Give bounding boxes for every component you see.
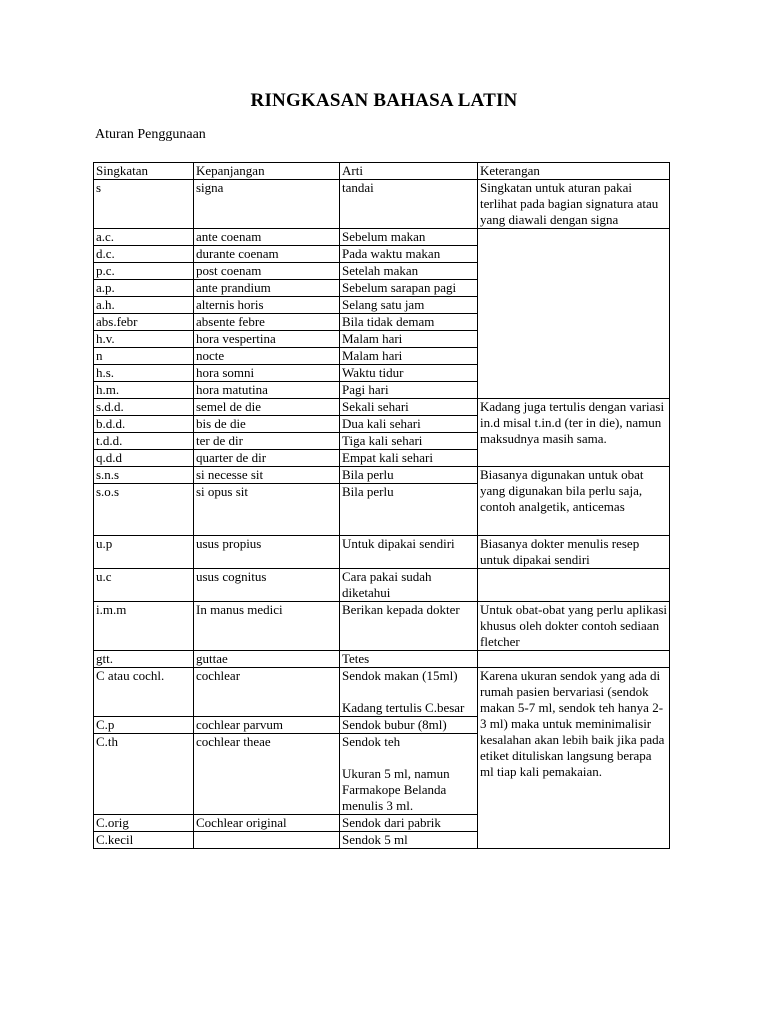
cell-kepanjangan: cochlear parvum [194,717,340,734]
cell-kepanjangan: post coenam [194,263,340,280]
cell-kepanjangan: bis de die [194,416,340,433]
arti-note: Ukuran 5 ml, namun Farmakope Belanda menulis 3 ml. [342,766,450,813]
cell-singkatan: b.d.d. [94,416,194,433]
cell-arti: Sendok 5 ml [340,832,478,849]
cell-arti [340,668,478,717]
table-row [94,569,670,602]
table-row [94,651,670,668]
arti-note: Kadang tertulis C.besar [342,700,465,715]
cell-arti: Untuk dipakai sendiri [340,536,478,569]
cell-kepanjangan: signa [194,180,340,229]
cell-singkatan: i.m.m [94,602,194,651]
cell-kepanjangan: cochlear [194,668,340,717]
header-kepanjangan: Kepanjangan [194,163,340,180]
header-singkatan: Singkatan [94,163,194,180]
arti-text: Sendok makan (15ml) [342,668,458,683]
cell-arti: tandai [340,180,478,229]
cell-singkatan: a.h. [94,297,194,314]
cell-kepanjangan: usus cognitus [194,569,340,602]
cell-singkatan: s.o.s [94,484,194,536]
cell-arti: Malam hari [340,348,478,365]
cell-keterangan-empty [478,651,670,668]
cell-arti: Sebelum sarapan pagi [340,280,478,297]
cell-arti: Sekali sehari [340,399,478,416]
table-header-row [94,163,670,180]
cell-arti: Bila perlu [340,484,478,536]
cell-singkatan: t.d.d. [94,433,194,450]
cell-kepanjangan: usus propius [194,536,340,569]
cell-singkatan: h.s. [94,365,194,382]
cell-arti: Pada waktu makan [340,246,478,263]
table-row [94,467,670,484]
cell-singkatan: C.orig [94,815,194,832]
cell-singkatan: u.c [94,569,194,602]
cell-kepanjangan: si opus sit [194,484,340,536]
cell-keterangan: Singkatan untuk aturan pakai terlihat pada bagian signatura atau yang diawali dengan signa [478,180,670,229]
cell-arti: Selang satu jam [340,297,478,314]
cell-kepanjangan: quarter de dir [194,450,340,467]
cell-singkatan: C.p [94,717,194,734]
arti-text: Sendok teh [342,734,401,749]
cell-singkatan: q.d.d [94,450,194,467]
cell-arti: Bila tidak demam [340,314,478,331]
cell-kepanjangan: alternis horis [194,297,340,314]
cell-singkatan: s.d.d. [94,399,194,416]
cell-arti: Cara pakai sudah diketahui [340,569,478,602]
cell-singkatan: u.p [94,536,194,569]
table-row [94,602,670,651]
cell-arti: Bila perlu [340,467,478,484]
cell-kepanjangan: ante coenam [194,229,340,246]
cell-kepanjangan: si necesse sit [194,467,340,484]
cell-arti: Setelah makan [340,263,478,280]
cell-singkatan: C.th [94,734,194,815]
cell-kepanjangan: absente febre [194,314,340,331]
table-row [94,399,670,416]
cell-arti [340,734,478,815]
cell-arti: Malam hari [340,331,478,348]
cell-keterangan: Kadang juga tertulis dengan variasi in.d misal t.in.d (ter in die), namun maksudnya masih sama. [478,399,670,467]
cell-arti: Sebelum makan [340,229,478,246]
cell-arti: Pagi hari [340,382,478,399]
cell-singkatan: gtt. [94,651,194,668]
cell-arti: Empat kali sehari [340,450,478,467]
cell-keterangan: Biasanya digunakan untuk obat yang digunakan bila perlu saja, contoh analgetik, anticemas [478,467,670,536]
cell-singkatan: abs.febr [94,314,194,331]
cell-arti: Sendok bubur (8ml) [340,717,478,734]
cell-kepanjangan: ante prandium [194,280,340,297]
cell-kepanjangan: Cochlear original [194,815,340,832]
cell-singkatan: s [94,180,194,229]
cell-singkatan: n [94,348,194,365]
cell-kepanjangan: hora somni [194,365,340,382]
cell-arti: Waktu tidur [340,365,478,382]
header-arti: Arti [340,163,478,180]
cell-singkatan: d.c. [94,246,194,263]
cell-singkatan: h.v. [94,331,194,348]
cell-singkatan: a.c. [94,229,194,246]
cell-kepanjangan: hora vespertina [194,331,340,348]
cell-singkatan: a.p. [94,280,194,297]
cell-arti: Dua kali sehari [340,416,478,433]
header-keterangan: Keterangan [478,163,670,180]
document-title: RINGKASAN BAHASA LATIN [250,90,518,111]
cell-kepanjangan: guttae [194,651,340,668]
table-row [94,536,670,569]
latin-abbreviation-table [93,162,670,849]
cell-arti: Berikan kepada dokter [340,602,478,651]
cell-arti: Sendok dari pabrik [340,815,478,832]
cell-kepanjangan: cochlear theae [194,734,340,815]
cell-keterangan-empty [478,229,670,399]
table-row [94,229,670,246]
cell-kepanjangan [194,832,340,849]
cell-keterangan-empty [478,569,670,602]
cell-kepanjangan: durante coenam [194,246,340,263]
section-subtitle: Aturan Penggunaan [95,127,206,142]
cell-keterangan: Untuk obat-obat yang perlu aplikasi khusus oleh dokter contoh sediaan fletcher [478,602,670,651]
cell-singkatan: s.n.s [94,467,194,484]
cell-singkatan: h.m. [94,382,194,399]
cell-keterangan: Karena ukuran sendok yang ada di rumah pasien bervariasi (sendok makan 5-7 ml, sendok teh hanya 2-3 ml) maka untuk meminimalisir kesalahan akan lebih baik jika pada etiket dituliskan langsung berapa ml tiap kali pemakaian. [478,668,670,849]
cell-kepanjangan: nocte [194,348,340,365]
cell-arti: Tetes [340,651,478,668]
cell-singkatan: p.c. [94,263,194,280]
cell-arti: Tiga kali sehari [340,433,478,450]
cell-kepanjangan: hora matutina [194,382,340,399]
cell-keterangan: Biasanya dokter menulis resep untuk dipakai sendiri [478,536,670,569]
table-row [94,668,670,717]
cell-singkatan: C atau cochl. [94,668,194,717]
cell-kepanjangan: In manus medici [194,602,340,651]
cell-kepanjangan: semel de die [194,399,340,416]
cell-kepanjangan: ter de dir [194,433,340,450]
cell-singkatan: C.kecil [94,832,194,849]
table-row [94,180,670,229]
